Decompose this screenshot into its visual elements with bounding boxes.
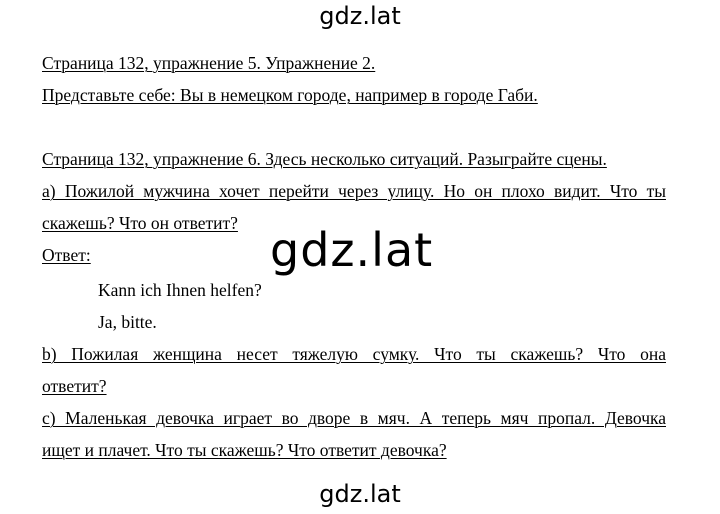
situation-a-line-2: скажешь? Что он ответит?	[42, 213, 238, 233]
watermark-bottom: gdz.lat	[319, 480, 401, 508]
situation-b-line-2: ответит?	[42, 376, 107, 396]
situation-c-line-1: c) Маленькая девочка играет во дворе в мяч. А теперь мяч пропал. Девочка	[42, 408, 666, 428]
answer-line-2: Ja, bitte.	[98, 312, 157, 332]
situation-b-line-1: b) Пожилая женщина несет тяжелую сумку. Что ты скажешь? Что она	[42, 344, 666, 364]
exercise-5-heading: Страница 132, упражнение 5. Упражнение 2.	[42, 53, 376, 73]
exercise-5-task: Представьте себе: Вы в немецком городе, например в городе Габи.	[42, 85, 538, 105]
answer-label: Ответ:	[42, 245, 91, 265]
exercise-6-heading: Страница 132, упражнение 6. Здесь несколько ситуаций. Разыграйте сцены.	[42, 149, 607, 169]
situation-c-line-2: ищет и плачет. Что ты скажешь? Что ответит девочка?	[42, 440, 447, 460]
watermark-middle: gdz.lat	[270, 223, 434, 277]
watermark-top: gdz.lat	[319, 2, 401, 30]
answer-line-1: Kann ich Ihnen helfen?	[98, 280, 262, 300]
situation-a-line-1: a) Пожилой мужчина хочет перейти через улицу. Но он плохо видит. Что ты	[42, 181, 666, 201]
